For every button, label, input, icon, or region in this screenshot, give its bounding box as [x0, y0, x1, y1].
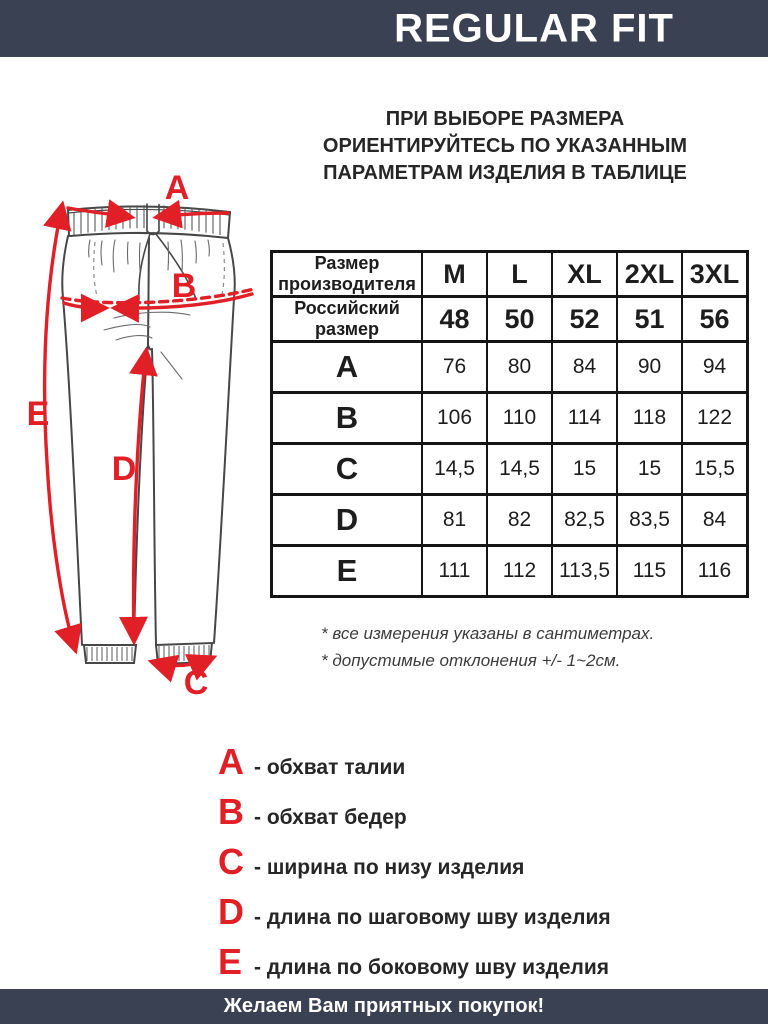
russian-size-cell: 56 [682, 297, 748, 342]
measure-key-cell: D [272, 495, 423, 546]
legend-item [218, 741, 611, 791]
value-cell: 82 [487, 495, 552, 546]
value-cell: 122 [682, 393, 748, 444]
footer-message: Желаем Вам приятных покупок! [223, 995, 545, 1017]
russian-size-cell: 48 [422, 297, 487, 342]
size-table [270, 250, 749, 598]
measure-key-cell: E [272, 546, 423, 597]
legend-text: - обхват талии [254, 756, 406, 779]
table-row [272, 495, 748, 546]
measure-arrow-b [64, 303, 104, 308]
value-cell: 90 [617, 342, 682, 393]
measure-label-a: A [164, 172, 190, 207]
value-cell: 82,5 [552, 495, 617, 546]
russian-size-header [272, 297, 423, 342]
note-line: * все измерения указаны в сантиметрах. [321, 624, 655, 643]
bottom-bar [0, 989, 768, 1024]
intro-heading [300, 106, 710, 187]
legend-letter: E [218, 941, 243, 982]
legend-letter: B [218, 791, 244, 832]
value-cell: 112 [487, 546, 552, 597]
measure-key-cell: C [272, 444, 423, 495]
value-cell: 84 [682, 495, 748, 546]
legend-text: - длина по шаговому шву изделия [254, 906, 611, 929]
value-cell: 116 [682, 546, 748, 597]
size-cell: 2XL [617, 252, 682, 297]
header-line: Размер [314, 253, 380, 273]
value-cell: 81 [422, 495, 487, 546]
legend-item [218, 891, 611, 941]
table-row [272, 444, 748, 495]
table-row [272, 546, 748, 597]
intro-line-3: ПАРАМЕТРАМ ИЗДЕЛИЯ В ТАБЛИЦЕ [323, 162, 687, 184]
size-cell: 3XL [682, 252, 748, 297]
value-cell: 15,5 [682, 444, 748, 495]
measure-arrow-a [158, 213, 228, 217]
size-notes [321, 620, 654, 674]
value-cell: 84 [552, 342, 617, 393]
table-row [272, 393, 748, 444]
russian-size-cell: 52 [552, 297, 617, 342]
value-cell: 114 [552, 393, 617, 444]
manufacturer-size-header [272, 252, 423, 297]
size-cell: XL [552, 252, 617, 297]
table-row-russian-size [272, 297, 748, 342]
value-cell: 111 [422, 546, 487, 597]
value-cell: 106 [422, 393, 487, 444]
top-bar [0, 0, 768, 57]
table-row-manufacturer-size [272, 252, 748, 297]
value-cell: 14,5 [422, 444, 487, 495]
value-cell: 118 [617, 393, 682, 444]
russian-size-cell: 51 [617, 297, 682, 342]
value-cell: 14,5 [487, 444, 552, 495]
intro-line-1: ПРИ ВЫБОРЕ РАЗМЕРА [385, 108, 625, 130]
legend-letter: C [218, 841, 244, 882]
note-line: * допустимые отклонения +/- 1~2см. [321, 651, 621, 670]
measure-key-cell: B [272, 393, 423, 444]
legend-item [218, 941, 611, 991]
size-legend [218, 741, 611, 991]
value-cell: 113,5 [552, 546, 617, 597]
pants-figure [18, 172, 280, 702]
legend-item [218, 791, 611, 841]
size-cell: L [487, 252, 552, 297]
measure-label-b: B [171, 267, 197, 305]
intro-line-2: ОРИЕНТИРУЙТЕСЬ ПО УКАЗАННЫМ [322, 135, 688, 157]
value-cell: 83,5 [617, 495, 682, 546]
cuff-ribbing [87, 645, 209, 661]
measure-label-d: D [111, 450, 137, 488]
table-row [272, 342, 748, 393]
header-line: размер [314, 319, 380, 339]
legend-text: - длина по боковому шву изделия [254, 956, 610, 979]
measure-label-e: E [26, 395, 50, 433]
value-cell: 80 [487, 342, 552, 393]
size-cell: M [422, 252, 487, 297]
pants-diagram [18, 172, 280, 702]
value-cell: 94 [682, 342, 748, 393]
legend-text: - обхват бедер [254, 806, 407, 829]
legend-item [218, 841, 611, 891]
legend-text: - ширина по низу изделия [254, 856, 525, 879]
russian-size-cell: 50 [487, 297, 552, 342]
measure-label-c: C [183, 664, 209, 702]
value-cell: 76 [422, 342, 487, 393]
value-cell: 110 [487, 393, 552, 444]
value-cell: 115 [617, 546, 682, 597]
value-cell: 15 [617, 444, 682, 495]
fit-title: REGULAR FIT [394, 6, 674, 50]
measure-key-cell: A [272, 342, 423, 393]
legend-letter: A [218, 741, 244, 782]
header-line: Российский [294, 298, 400, 318]
legend-letter: D [218, 891, 244, 932]
header-line: производителя [278, 274, 416, 294]
value-cell: 15 [552, 444, 617, 495]
pants-outline [62, 206, 235, 664]
